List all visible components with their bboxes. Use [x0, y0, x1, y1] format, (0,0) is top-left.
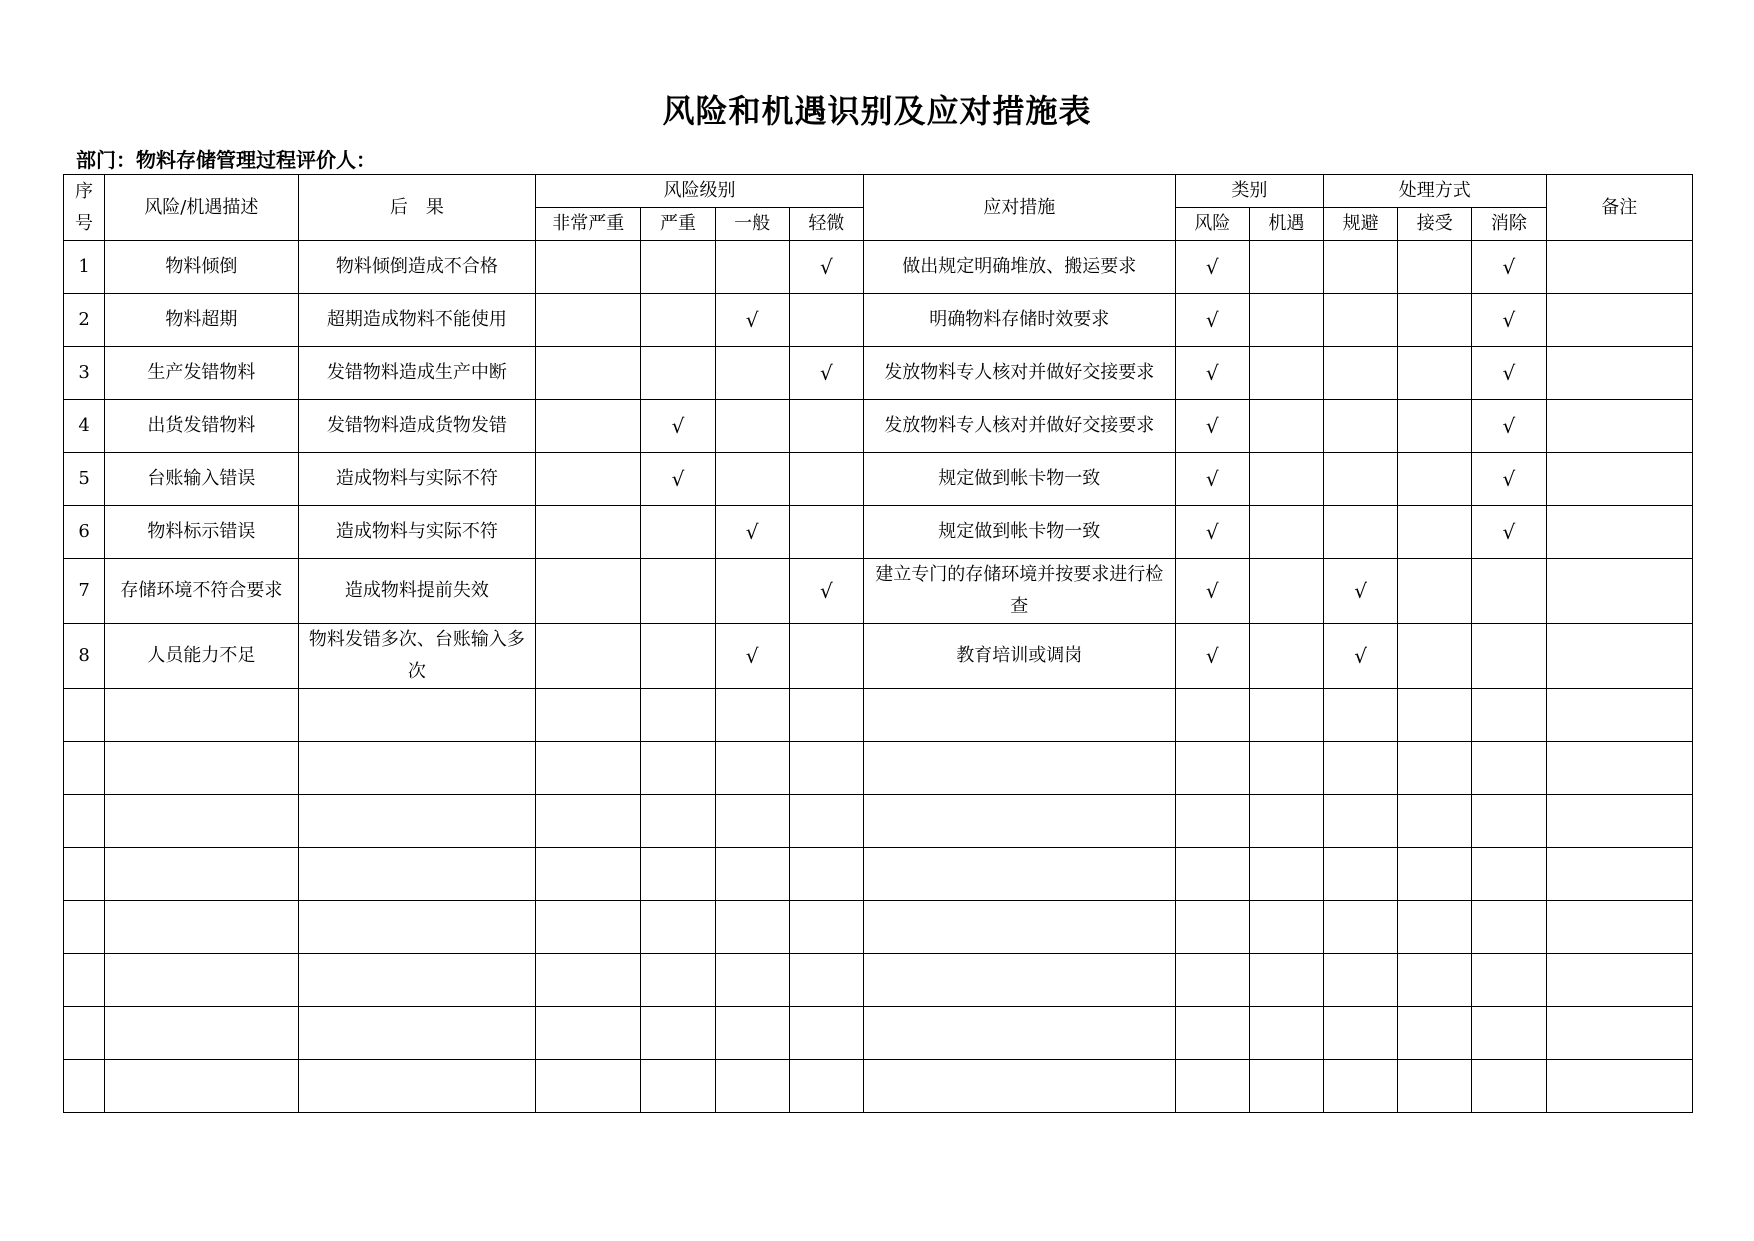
cell-handling-accept — [1398, 624, 1472, 689]
empty-table-row — [64, 848, 1693, 901]
empty-cell — [1398, 848, 1472, 901]
empty-cell — [715, 954, 789, 1007]
empty-cell — [1472, 848, 1546, 901]
cell-description: 物料超期 — [105, 294, 298, 347]
cell-consequence: 发错物料造成生产中断 — [298, 347, 536, 400]
empty-cell — [863, 742, 1175, 795]
empty-cell — [1249, 848, 1323, 901]
cell-description: 出货发错物料 — [105, 400, 298, 453]
cell-handling-accept — [1398, 241, 1472, 294]
empty-cell — [1546, 848, 1692, 901]
header-handling-avoid: 规避 — [1324, 208, 1398, 241]
empty-cell — [641, 689, 715, 742]
empty-cell — [1546, 901, 1692, 954]
empty-table-row — [64, 954, 1693, 1007]
empty-cell — [1175, 689, 1249, 742]
empty-cell — [105, 848, 298, 901]
empty-cell — [298, 1007, 536, 1060]
empty-cell — [1546, 1007, 1692, 1060]
empty-cell — [1398, 901, 1472, 954]
cell-remark — [1546, 506, 1692, 559]
header-seq-line1: 序 — [75, 180, 94, 202]
cell-handling-avoid: √ — [1324, 559, 1398, 624]
cell-category-opportunity — [1249, 506, 1323, 559]
cell-handling-avoid — [1324, 347, 1398, 400]
cell-level-general — [715, 241, 789, 294]
cell-category-opportunity — [1249, 400, 1323, 453]
cell-measure: 发放物料专人核对并做好交接要求 — [863, 400, 1175, 453]
empty-cell — [1175, 742, 1249, 795]
empty-cell — [105, 742, 298, 795]
cell-remark — [1546, 453, 1692, 506]
cell-category-opportunity — [1249, 559, 1323, 624]
header-seq — [64, 175, 105, 241]
cell-level-very-severe — [536, 347, 641, 400]
empty-cell — [1472, 1060, 1546, 1113]
empty-cell — [641, 795, 715, 848]
empty-cell — [298, 901, 536, 954]
cell-category-opportunity — [1249, 241, 1323, 294]
header-description: 风险/机遇描述 — [105, 175, 298, 241]
empty-cell — [789, 689, 863, 742]
empty-cell — [1546, 954, 1692, 1007]
empty-cell — [105, 901, 298, 954]
cell-level-severe — [641, 294, 715, 347]
empty-cell — [1472, 795, 1546, 848]
empty-cell — [863, 1007, 1175, 1060]
cell-handling-eliminate — [1472, 559, 1546, 624]
empty-cell — [536, 901, 641, 954]
cell-consequence: 造成物料提前失效 — [298, 559, 536, 624]
empty-cell — [863, 689, 1175, 742]
cell-level-minor: √ — [789, 347, 863, 400]
cell-level-severe — [641, 559, 715, 624]
cell-level-very-severe — [536, 559, 641, 624]
empty-cell — [1398, 954, 1472, 1007]
empty-cell — [1249, 795, 1323, 848]
empty-cell — [1175, 795, 1249, 848]
cell-category-opportunity — [1249, 453, 1323, 506]
cell-remark — [1546, 400, 1692, 453]
empty-cell — [536, 689, 641, 742]
empty-cell — [1398, 689, 1472, 742]
empty-cell — [789, 848, 863, 901]
empty-cell — [715, 689, 789, 742]
empty-cell — [1249, 1060, 1323, 1113]
cell-measure: 建立专门的存储环境并按要求进行检查 — [863, 559, 1175, 624]
empty-cell — [1249, 1007, 1323, 1060]
empty-cell — [715, 1060, 789, 1113]
empty-cell — [1472, 901, 1546, 954]
cell-level-general: √ — [715, 294, 789, 347]
empty-cell — [789, 795, 863, 848]
cell-handling-eliminate: √ — [1472, 453, 1546, 506]
empty-cell — [863, 795, 1175, 848]
empty-cell — [863, 848, 1175, 901]
empty-cell — [298, 795, 536, 848]
table-row — [64, 294, 1693, 347]
cell-category-risk: √ — [1175, 241, 1249, 294]
cell-level-severe — [641, 624, 715, 689]
cell-consequence: 超期造成物料不能使用 — [298, 294, 536, 347]
cell-measure: 发放物料专人核对并做好交接要求 — [863, 347, 1175, 400]
cell-level-severe — [641, 241, 715, 294]
cell-consequence: 造成物料与实际不符 — [298, 453, 536, 506]
cell-level-general: √ — [715, 506, 789, 559]
empty-cell — [64, 901, 105, 954]
cell-remark — [1546, 624, 1692, 689]
cell-category-opportunity — [1249, 347, 1323, 400]
empty-cell — [1472, 954, 1546, 1007]
page-title: 风险和机遇识别及应对措施表 — [662, 92, 1092, 130]
table-row — [64, 400, 1693, 453]
cell-seq: 3 — [64, 347, 105, 400]
empty-cell — [863, 1060, 1175, 1113]
header-remarks: 备注 — [1546, 175, 1692, 241]
cell-level-very-severe — [536, 241, 641, 294]
cell-level-minor: √ — [789, 559, 863, 624]
cell-handling-eliminate: √ — [1472, 241, 1546, 294]
empty-cell — [789, 1060, 863, 1113]
empty-cell — [1249, 901, 1323, 954]
cell-remark — [1546, 347, 1692, 400]
cell-handling-accept — [1398, 559, 1472, 624]
cell-description: 物料标示错误 — [105, 506, 298, 559]
table-row — [64, 624, 1693, 689]
empty-cell — [715, 848, 789, 901]
empty-cell — [641, 742, 715, 795]
header-seq-line2: 号 — [75, 212, 94, 234]
empty-cell — [64, 795, 105, 848]
table-row — [64, 453, 1693, 506]
empty-table-row — [64, 901, 1693, 954]
empty-cell — [1324, 1060, 1398, 1113]
cell-level-severe — [641, 347, 715, 400]
cell-handling-eliminate — [1472, 624, 1546, 689]
cell-measure: 规定做到帐卡物一致 — [863, 453, 1175, 506]
empty-cell — [298, 848, 536, 901]
cell-level-severe: √ — [641, 400, 715, 453]
cell-handling-accept — [1398, 294, 1472, 347]
empty-table-row — [64, 795, 1693, 848]
cell-handling-accept — [1398, 506, 1472, 559]
header-level-general: 一般 — [715, 208, 789, 241]
cell-handling-eliminate: √ — [1472, 294, 1546, 347]
cell-handling-eliminate: √ — [1472, 347, 1546, 400]
empty-cell — [1175, 848, 1249, 901]
cell-handling-accept — [1398, 400, 1472, 453]
header-handling-accept: 接受 — [1398, 208, 1472, 241]
empty-cell — [715, 742, 789, 795]
empty-cell — [1324, 901, 1398, 954]
empty-cell — [1249, 689, 1323, 742]
cell-handling-eliminate: √ — [1472, 506, 1546, 559]
cell-category-opportunity — [1249, 294, 1323, 347]
empty-cell — [105, 795, 298, 848]
empty-cell — [641, 848, 715, 901]
empty-cell — [536, 742, 641, 795]
empty-cell — [536, 954, 641, 1007]
cell-category-opportunity — [1249, 624, 1323, 689]
cell-consequence: 发错物料造成货物发错 — [298, 400, 536, 453]
cell-consequence: 造成物料与实际不符 — [298, 506, 536, 559]
empty-cell — [1546, 742, 1692, 795]
cell-measure: 教育培训或调岗 — [863, 624, 1175, 689]
cell-category-risk: √ — [1175, 347, 1249, 400]
empty-cell — [1324, 848, 1398, 901]
empty-cell — [863, 954, 1175, 1007]
empty-cell — [715, 1007, 789, 1060]
header-category-risk: 风险 — [1175, 208, 1249, 241]
header-consequence: 后 果 — [298, 175, 536, 241]
cell-description: 生产发错物料 — [105, 347, 298, 400]
empty-cell — [641, 1060, 715, 1113]
cell-remark — [1546, 241, 1692, 294]
cell-level-minor — [789, 453, 863, 506]
empty-cell — [64, 742, 105, 795]
cell-measure: 做出规定明确堆放、搬运要求 — [863, 241, 1175, 294]
cell-category-risk: √ — [1175, 624, 1249, 689]
empty-cell — [536, 1007, 641, 1060]
cell-category-risk: √ — [1175, 559, 1249, 624]
empty-cell — [715, 795, 789, 848]
cell-handling-avoid — [1324, 453, 1398, 506]
empty-cell — [715, 901, 789, 954]
cell-description: 台账输入错误 — [105, 453, 298, 506]
cell-measure: 规定做到帐卡物一致 — [863, 506, 1175, 559]
empty-cell — [1324, 954, 1398, 1007]
cell-handling-eliminate: √ — [1472, 400, 1546, 453]
empty-cell — [789, 742, 863, 795]
cell-measure: 明确物料存储时效要求 — [863, 294, 1175, 347]
empty-cell — [64, 1007, 105, 1060]
empty-cell — [1175, 1060, 1249, 1113]
header-risk-level: 风险级别 — [536, 175, 864, 208]
cell-seq: 5 — [64, 453, 105, 506]
table-row — [64, 506, 1693, 559]
cell-consequence: 物料发错多次、台账输入多次 — [298, 624, 536, 689]
cell-level-very-severe — [536, 294, 641, 347]
cell-level-general — [715, 400, 789, 453]
cell-level-general — [715, 559, 789, 624]
header-handling: 处理方式 — [1324, 175, 1547, 208]
empty-cell — [298, 742, 536, 795]
cell-level-very-severe — [536, 453, 641, 506]
empty-cell — [789, 954, 863, 1007]
empty-cell — [1175, 954, 1249, 1007]
empty-cell — [1175, 901, 1249, 954]
cell-category-risk: √ — [1175, 506, 1249, 559]
empty-cell — [1398, 1007, 1472, 1060]
empty-cell — [1472, 742, 1546, 795]
empty-cell — [1324, 742, 1398, 795]
cell-remark — [1546, 294, 1692, 347]
empty-cell — [641, 954, 715, 1007]
cell-seq: 7 — [64, 559, 105, 624]
cell-remark — [1546, 559, 1692, 624]
cell-level-minor — [789, 400, 863, 453]
header-level-minor: 轻微 — [789, 208, 863, 241]
cell-category-risk: √ — [1175, 294, 1249, 347]
cell-seq: 2 — [64, 294, 105, 347]
risk-opportunity-table — [63, 174, 1693, 1113]
empty-cell — [863, 901, 1175, 954]
cell-seq: 8 — [64, 624, 105, 689]
empty-cell — [536, 848, 641, 901]
cell-level-minor: √ — [789, 241, 863, 294]
empty-cell — [1324, 689, 1398, 742]
empty-rows — [64, 689, 1693, 1113]
cell-level-very-severe — [536, 506, 641, 559]
cell-level-minor — [789, 624, 863, 689]
cell-handling-avoid — [1324, 241, 1398, 294]
cell-handling-avoid: √ — [1324, 624, 1398, 689]
cell-description: 人员能力不足 — [105, 624, 298, 689]
cell-handling-avoid — [1324, 506, 1398, 559]
cell-level-general — [715, 347, 789, 400]
cell-seq: 4 — [64, 400, 105, 453]
empty-cell — [1398, 1060, 1472, 1113]
header-level-severe: 严重 — [641, 208, 715, 241]
empty-cell — [1546, 1060, 1692, 1113]
header-category: 类别 — [1175, 175, 1323, 208]
cell-handling-accept — [1398, 453, 1472, 506]
cell-handling-avoid — [1324, 400, 1398, 453]
cell-seq: 1 — [64, 241, 105, 294]
empty-cell — [641, 1007, 715, 1060]
cell-level-severe: √ — [641, 453, 715, 506]
empty-cell — [1249, 954, 1323, 1007]
empty-cell — [1398, 795, 1472, 848]
cell-handling-avoid — [1324, 294, 1398, 347]
empty-cell — [298, 954, 536, 1007]
cell-level-minor — [789, 294, 863, 347]
empty-cell — [64, 1060, 105, 1113]
empty-cell — [1472, 1007, 1546, 1060]
empty-cell — [1546, 795, 1692, 848]
table-row — [64, 559, 1693, 624]
empty-table-row — [64, 742, 1693, 795]
table-row — [64, 241, 1693, 294]
empty-cell — [64, 848, 105, 901]
cell-description: 物料倾倒 — [105, 241, 298, 294]
header-handling-eliminate: 消除 — [1472, 208, 1546, 241]
empty-cell — [1472, 689, 1546, 742]
empty-cell — [536, 795, 641, 848]
empty-cell — [64, 689, 105, 742]
empty-cell — [789, 1007, 863, 1060]
empty-cell — [105, 1060, 298, 1113]
cell-description: 存储环境不符合要求 — [105, 559, 298, 624]
empty-cell — [1324, 795, 1398, 848]
cell-level-minor — [789, 506, 863, 559]
empty-table-row — [64, 1007, 1693, 1060]
table-row — [64, 347, 1693, 400]
header-level-very-severe: 非常严重 — [536, 208, 641, 241]
cell-level-very-severe — [536, 400, 641, 453]
empty-cell — [1175, 1007, 1249, 1060]
header-category-opportunity: 机遇 — [1249, 208, 1323, 241]
empty-cell — [641, 901, 715, 954]
cell-category-risk: √ — [1175, 400, 1249, 453]
cell-level-general — [715, 453, 789, 506]
empty-table-row — [64, 689, 1693, 742]
empty-table-row — [64, 1060, 1693, 1113]
empty-cell — [298, 1060, 536, 1113]
cell-consequence: 物料倾倒造成不合格 — [298, 241, 536, 294]
empty-cell — [105, 954, 298, 1007]
empty-cell — [64, 954, 105, 1007]
empty-cell — [105, 1007, 298, 1060]
empty-cell — [105, 689, 298, 742]
cell-level-severe — [641, 506, 715, 559]
empty-cell — [1546, 689, 1692, 742]
cell-seq: 6 — [64, 506, 105, 559]
empty-cell — [789, 901, 863, 954]
cell-level-general: √ — [715, 624, 789, 689]
empty-cell — [1249, 742, 1323, 795]
cell-handling-accept — [1398, 347, 1472, 400]
header-measures: 应对措施 — [863, 175, 1175, 241]
empty-cell — [536, 1060, 641, 1113]
cell-level-very-severe — [536, 624, 641, 689]
cell-category-risk: √ — [1175, 453, 1249, 506]
department-line: 部门：物料存储管理过程评价人： — [76, 148, 376, 172]
empty-cell — [1398, 742, 1472, 795]
empty-cell — [298, 689, 536, 742]
empty-cell — [1324, 1007, 1398, 1060]
